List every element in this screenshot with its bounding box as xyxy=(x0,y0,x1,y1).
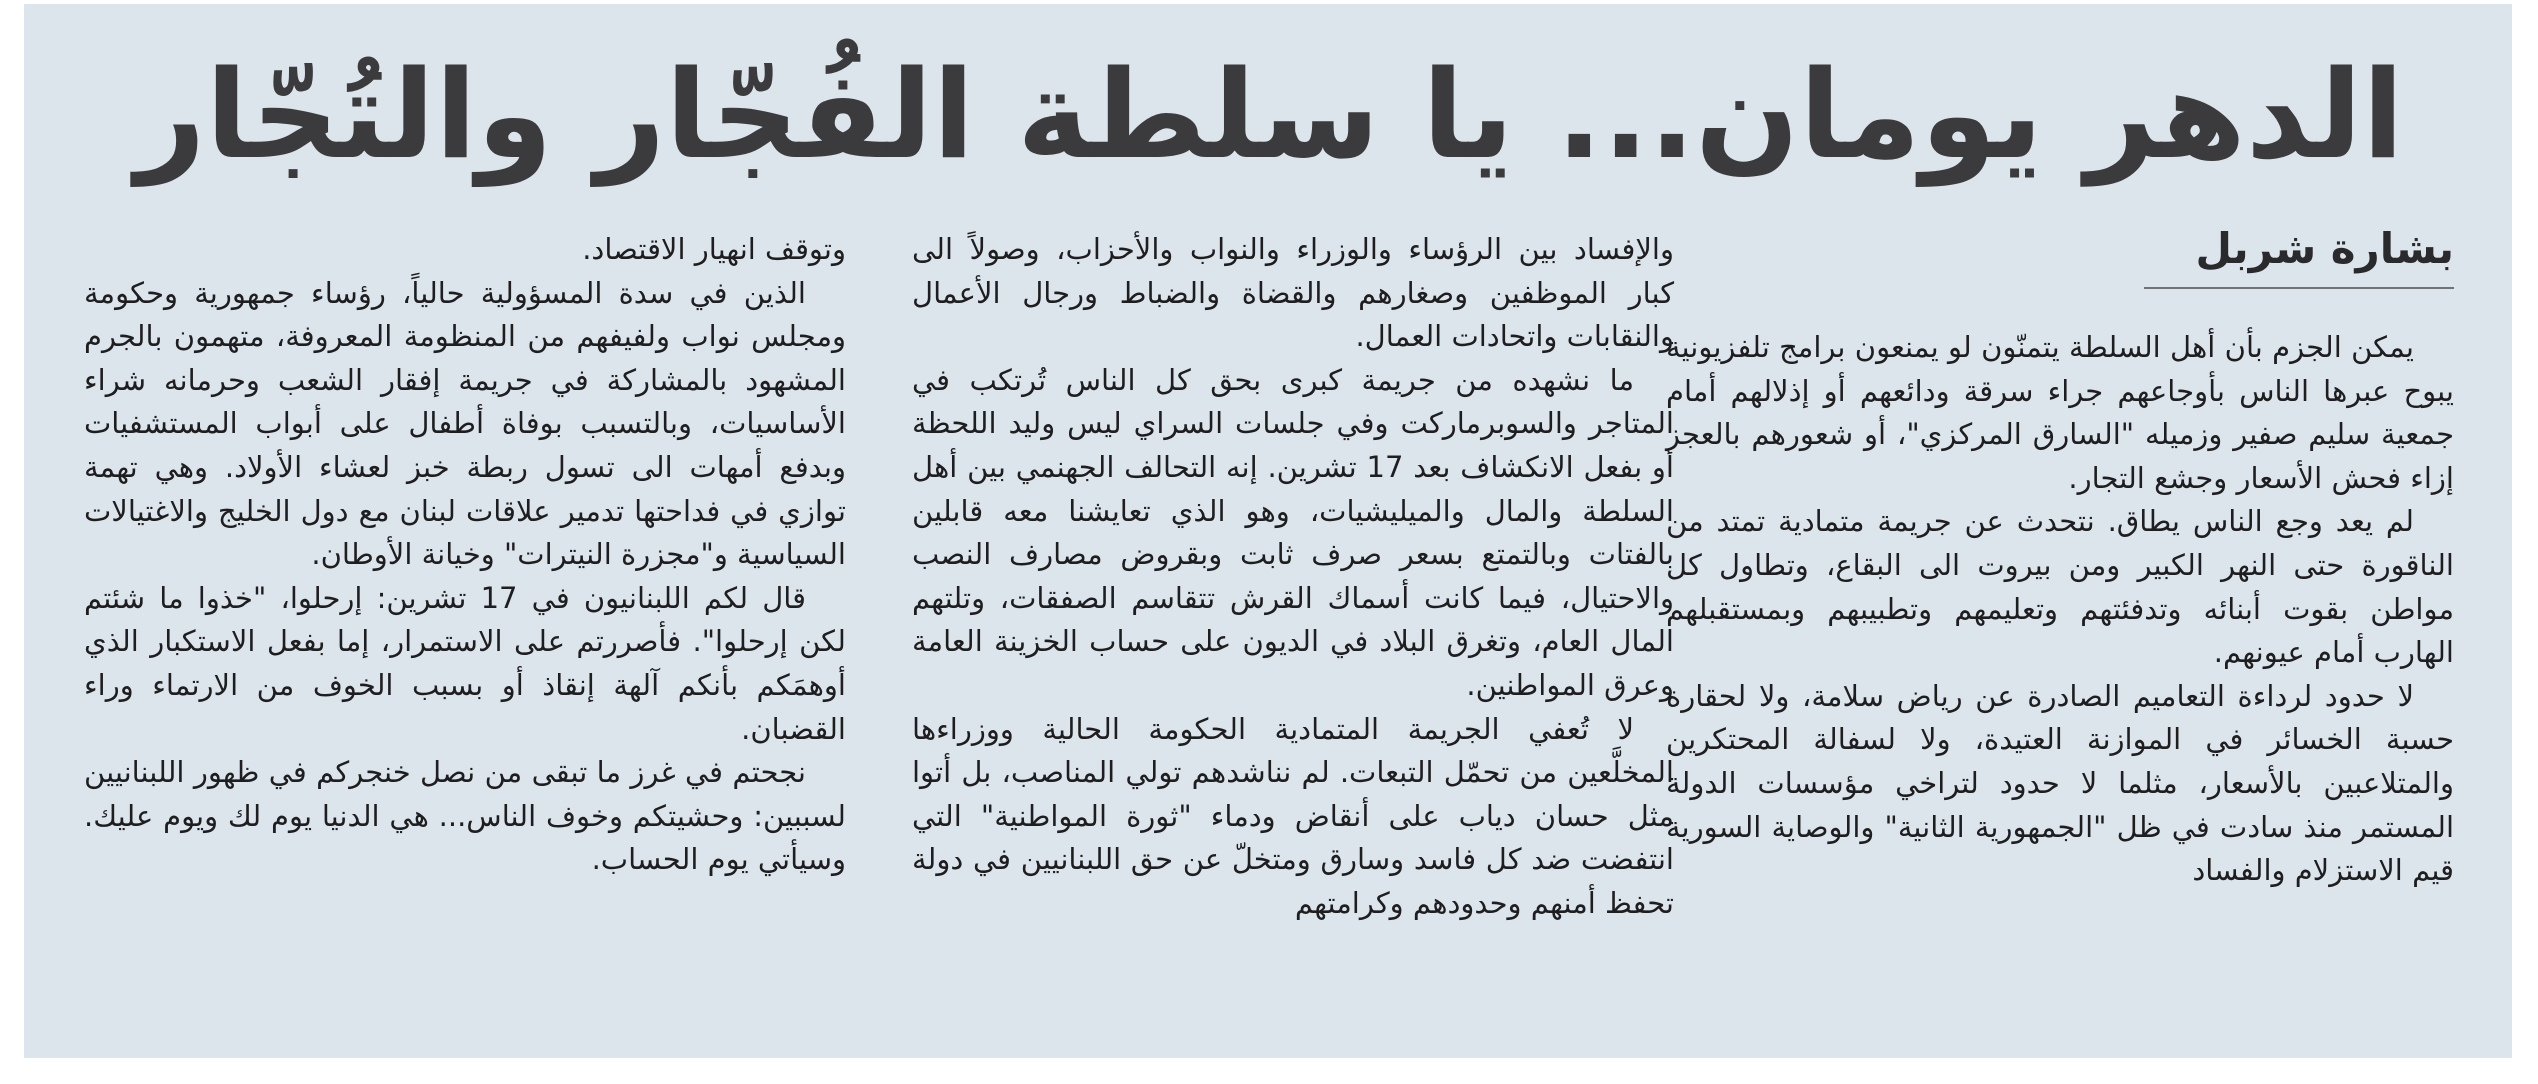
paragraph: يمكن الجزم بأن أهل السلطة يتمنّون لو يمنعون برامج تلفزيونية يبوح عبرها الناس بأوجاعهم جراء سرقة ودائعهم أو إذلالهم أمام جمعية سليم صفير وزميله "السارق المركزي"، أو شعورهم بالعجز إزاء فحش الأسعار وجشع التجار. xyxy=(1666,330,2454,495)
paragraph: لم يعد وجع الناس يطاق. نتحدث عن جريمة متمادية تمتد من الناقورة حتى النهر الكبير ومن بيروت الى البقاع، وتطاول كل مواطن بقوت أبنائه وتدفئتهم وتعليمهم وتطبيبهم وبمستقبلهم الهارب أمام عيونهم. xyxy=(1666,504,2454,670)
author-byline: بشارة شربل xyxy=(2144,219,2454,289)
text-column-left xyxy=(84,228,846,882)
text-column-middle xyxy=(912,228,1674,926)
paragraph: لا حدود لرداءة التعاميم الصادرة عن رياض سلامة، ولا لحقارة حسبة الخسائر في الموازنة العتيدة، ولا لسفالة المحتكرين والمتلاعبين بالأسعار، مثلما لا حدود لتراخي مؤسسات الدولة المستمر منذ سادت في ظل "الجمهورية الثانية" والوصاية السورية قيم الاستزلام والفساد xyxy=(1666,678,2454,888)
text-column-right xyxy=(1666,326,2454,893)
paragraph: ما نشهده من جريمة كبرى بحق كل الناس تُرتكب في المتاجر والسوبرماركت وفي جلسات السراي ليس وليد اللحظة أو بفعل الانكشاف بعد 17 تشرين. إنه التحالف الجهنمي بين أهل السلطة والمال والميليشيات، وهو الذي تعايشنا معه قابلين بالفتات وبالتمتع بسعر صرف ثابت وبقروض مصارف النصب والاحتيال، فيما كانت أسماك القرش تتقاسم الصفقات، وتلتهم المال العام، وتغرق البلاد في الديون على حساب الخزينة العامة وعرق المواطنين. xyxy=(912,362,1674,702)
paragraph: لا تُعفي الجريمة المتمادية الحكومة الحالية ووزراءها المخلَّعين من تحمّل التبعات. لم نناشدهم تولي المناصب، بل أتوا مثل حسان دياب على أنقاض ودماء "ثورة المواطنية" التي انتفضت ضد كل فاسد وسارق ومتخلّ عن حق اللبنانيين في دولة تحفظ أمنهم وحدودهم وكرامتهم xyxy=(912,711,1674,920)
article-panel xyxy=(24,4,2512,1058)
paragraph: قال لكم اللبنانيون في 17 تشرين: إرحلوا، "خذوا ما شئتم لكن إرحلوا". فأصررتم على الاستمرار، إما بفعل الاستكبار الذي أوهمَكم بأنكم آلهة إنقاذ أو بسبب الخوف من الارتماء وراء القضبان. xyxy=(84,580,846,746)
article-headline: الدهر يومان... يا سلطة الفُجّار والتُجّار xyxy=(135,44,2404,186)
paragraph-continued: والإفساد بين الرؤساء والوزراء والنواب والأحزاب، وصولاً الى كبار الموظفين وصغارهم والقضاة والضباط ورجال الأعمال والنقابات واتحادات العمال. xyxy=(912,232,1674,354)
paragraph-continued: وتوقف انهيار الاقتصاد. xyxy=(582,232,846,266)
paragraph: الذين في سدة المسؤولية حالياً، رؤساء جمهورية وحكومة ومجلس نواب ولفيفهم من المنظومة المعروفة، متهمون بالجرم المشهود بالمشاركة في جريمة إفقار الشعب وحرمانه شراء الأساسيات، وبالتسبب بوفاة أطفال على أبواب المستشفيات وبدفع أمهات الى تسول ربطة خبز لعشاء الأولاد. وهي تهمة توازي في فداحتها تدمير علاقات لبنان مع دول الخليج والاغتيالات السياسية و"مجزرة النيترات" وخيانة الأوطان. xyxy=(84,275,846,572)
paragraph: نجحتم في غرز ما تبقى من نصل خنجركم في ظهور اللبنانيين لسببين: وحشيتكم وخوف الناس... هي الدنيا يوم لك ويوم عليك. وسيأتي يوم الحساب. xyxy=(84,755,846,877)
